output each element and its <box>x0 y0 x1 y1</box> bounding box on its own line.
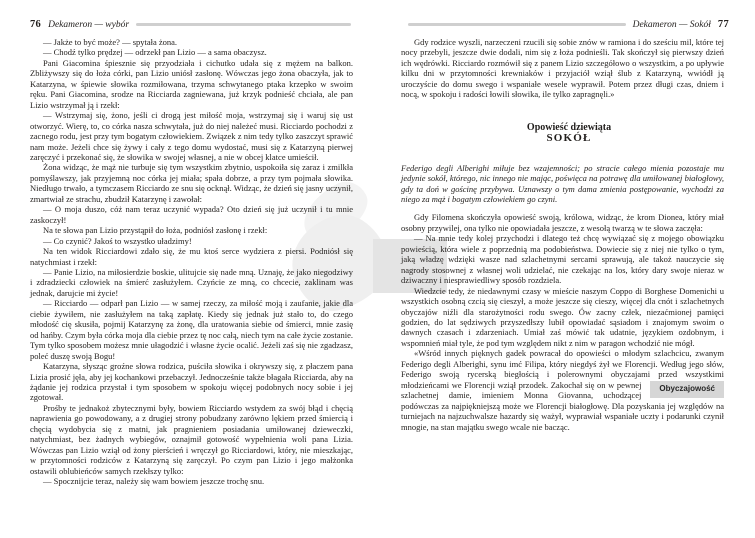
paragraph: Katarzyna, słysząc groźne słowa rodzica, puściła słowika i okrywszy się, z płaczem pana Lizia prosić jęła, aby jej kochankowi przebaczył. Jednocześnie także błagała Ricciarda, aby na żądanie jej rodzica przystał i tym sposobem w spokoju więcej podobnych nocy sobie i jej zgotował. <box>30 361 353 403</box>
paragraph: — Chodź tylko prędzej — odrzekł pan Lizio — a sama obaczysz. <box>43 47 267 58</box>
story-summary: Federigo degli Alberighi miłuje bez wzajemności; po stracie całego mienia pozostaje mu jedynie sokół, którego, nic innego nie mając, poświęca na potrawę dla umiłowanej białogłowy, gdy ta doń w gościnę przybywa. Uznawszy o tym dama zmienia postępowanie, wychodzi za niego za mąż i bogatym człowiekiem go czyni. <box>401 162 724 204</box>
running-head-left <box>30 19 351 30</box>
paragraph: — Jakże to być może? — spytała żona. <box>43 37 178 47</box>
paragraph-text: «Wśród innych pięknych gadek powracał do opowieści o młodym szlachcicu, zwanym Federigo degli Alberighi, synu imć Filipa, który niegdyś żył we Florencji. Według jego słów, Federigo swoją rycerską biegłością i polerownymi obyczajami przed wszystkimi młodzieńcami we Florencji wziął przodek. <box>401 348 724 390</box>
paragraph-text: Zakochał się on w pewnej szlachetnej damie, imieniem Monna Giovanna, uchodzącej podówczas za najpiękniejszą może we Florencji białogłowę. Dla pozyskania jej względów na turniejach na najzuchwalsze hazardy się ważył, wyprawiał wspaniałe uczty i podarunki czynił mnogie, na stan majątku swego wcale nie bacząc. <box>401 379 724 432</box>
running-title: Dekameron — wybór <box>48 19 130 30</box>
page-number: 77 <box>717 19 729 30</box>
paragraph: — Spocznijcie teraz, należy się wam bowiem jeszcze trochę snu. <box>43 476 265 487</box>
paragraph: — Ricciardo — odparł pan Lizio — w samej rzeczy, za miłość moją i zaufanie, jakie dla ciebie żywiłem, nie zasłużyłem na taką zapłatę. Kiedy się jednak już stało to, do czego młodość cię skusiła, pojmij Katarzynę za żonę, dla uratowania siebie od śmierci, mnie zasię od hańby. Czym była córka moja dla ciebie przez tę noc całą, niech tym na całe życie zostanie. Tym tylko sposobem możesz mnie ułagodzić i własne życie ocalić. Jeżeli zaś się nie zgadzasz, poleć duszę swoją Bogu! <box>30 298 353 361</box>
paragraph: Na te słowa pan Lizio przystąpił do łoża, podniósł zasłonę i rzekł: <box>43 225 268 236</box>
paragraph: — O moja duszo, cóż nam teraz uczynić wypada? Oto dzień się już uczynił i tu mnie zaskoczył! <box>30 204 353 225</box>
paragraph: Prośby te jednakoż zbytecznymi były, bowiem Ricciardo wstydem za swój błąd i chęcią naprawienia go powodowany, a z drugiej strony pobudzany zarówno lękiem przed śmiercią i chęcią wydobycia się z matni, jak pragnieniem posiadania umiłowanej dzieweczki, natychmiast, bez żadnych wybiegów, oznajmił gotowość wypełnienia woli pana Lizia. Wówczas pan Lizio wziął od żony pierścień i wręczył go Ricciardowi, który, nie mieszkając, w przytomności rodziców z Katarzyną się zaręczył. Po czym pan Lizio i jego małżonka ostawili oblubieńców samych rzekłszy tylko: <box>30 402 353 476</box>
keyword-annotation-chip[interactable]: Obyczajowość <box>650 381 724 398</box>
paragraph: Wiedzcie tedy, że niedawnymi czasy w mieście naszym Coppo di Borghese Domenichi u wszystkich osobną czcią się cieszył, a może jeszcze się cieszy, więcej dla cnót i szlachetnych obyczajów niźli dla starożytności rodu swego. Ów zacny człek, niezaćmionej pamięci godzien, do lat sędziwych przyszedłszy lubił opowiadać sąsiadom i znajomym swoim o dawnych czasach i zdarzeniach. Umiał zaś mówić tak udatnie, językiem ozdobnym, i wspomnień miał tyle, że pod tym względem nikt z nim w paragon wchodzić nie mógł. <box>401 285 724 348</box>
paragraph: Pani Giacomina śpiesznie się przyodziała i cichutko udała się z mężem na balkon. Zbliżywszy się do łoża córki, pan Lizio uniósł zasłonę. Wówczas jego żona obaczyła, jak to Katarzyna, w śpiewie słowika rozmiłowana, trzyma schwytanego ptaka krzepko w swoim ręku. Pani Giacomina, srodze na Ricciarda zagniewana, już krzyk podnieść chciała, ale pan Lizio wstrzymał ją i rzekł: <box>30 57 353 110</box>
paragraph <box>401 348 724 432</box>
header-rule <box>136 23 351 26</box>
story-title: SOKÓŁ <box>546 132 592 145</box>
page-right <box>378 0 755 538</box>
paragraph: Żona widząc, że mąż nie turbuje się tym wszystkim zbytnio, uspokoiła się zaraz i zmilkła pomyślawszy, jak przyjemną noc córka jej miała; spała dobrze, a przy tym pojmała słowika. Niedługo trwało, a tymczasem Ricciardo ze snu się ocknął. Widząc, że dzień się jasny uczynił, zmartwiał ze strachu, zbudził Katarzynę i zawołał: <box>30 162 353 204</box>
story-heading <box>401 123 724 144</box>
paragraph: — Co czynić? Jakoś to wszystko uładzimy! <box>43 235 192 246</box>
page-left-text <box>30 37 353 486</box>
header-rule <box>408 23 626 26</box>
page-left <box>0 0 377 538</box>
paragraph: Gdy rodzice wyszli, narzeczeni rzucili się sobie znów w ramiona i do sześciu mil, które tej nocy przebyli, jeszcze dwie dodali, nim się z łoża podnieśli. Tak skończył się pierwszy dzień ich wędrówki. Ricciardo rozmówił się z panem Lizio szczegółowo o wszystkim, a po upływie kilku dni w przytomności krewniaków i przyjaciół wziął ślub z Katarzyną, wwiódł ją uroczyście do domu swego i wspaniałe wesele wyprawił. Potem przez długi czas, dniem i nocą, w spokoju i radości łowili słowika, ile tylko zapragnęli.» <box>401 37 724 100</box>
paragraph: Gdy Filomena skończyła opowieść swoją, królowa, widząc, że krom Dionea, który miał osobny przywilej, ona tylko nie opowiadała jeszcze, z wesołą twarzą w te słowa zaczęła: <box>401 212 724 233</box>
page-right-text <box>401 37 724 432</box>
paragraph: — Panie Lizio, na miłosierdzie boskie, ulitujcie się nade mną. Uznaję, że jako niegodziwy i zdradziecki człowiek na śmierć zasłużyłem. Czyńcie ze mną, co chcecie, zaklinam was jednak, darujcie mi życie! <box>30 266 353 298</box>
running-title: Dekameron — Sokół <box>632 19 711 30</box>
story-kicker: Opowieść dziewiąta <box>526 121 612 133</box>
paragraph: — Wstrzymaj się, żono, jeśli ci drogą jest miłość moja, wstrzymaj się i waruj się ust otworzyć. Wierę, to, co córka nasza schwytała, już do niej należeć musi. Ricciardo pochodzi z zacnego rodu, jest przy tym bogatym człowiekiem. Związek z nim tedy tylko zaszczyt sprawić nam może. Jeżeli chce się żywy i cały z tego domu wydostać, musi się z Katarzyną pierwej zaręczyć i przekonać się, że słowika w swojej własnej, a nie w obcej klatce umieścił. <box>30 110 353 162</box>
paragraph: Na ten widok Ricciardowi zdało się, że mu ktoś serce wydziera z piersi. Podniósł się natychmiast i rzekł: <box>30 246 353 267</box>
page-number: 76 <box>30 19 42 30</box>
paragraph: — Na mnie tedy kolej przychodzi i dlatego też chcę wywiązać się z mojego obowiązku powieścią, która wiele z poprzednią ma podobieństwa. Dowiecie się z niej nie tylko o tym, jaką władzę wdzięki wasze nad szlachetnymi sercami sprawują, ale takoż nauczycie się nagrody stosownej z własnej woli udzielać, nie czekając na los, który dary swoje nieraz w dziwaczny i niesprawiedliwy sposób rozdziela. <box>401 233 724 286</box>
running-head-right <box>408 19 729 30</box>
